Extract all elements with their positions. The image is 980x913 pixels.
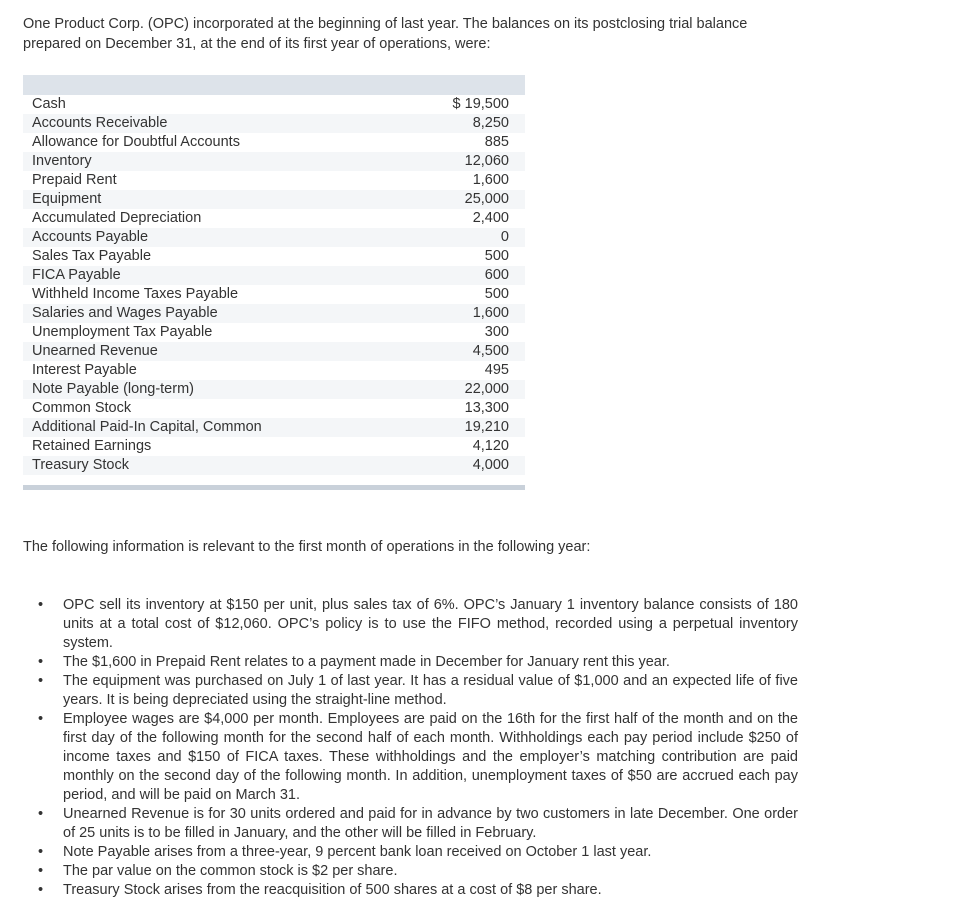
list-item [28, 653, 798, 672]
list-item-text: Unearned Revenue is for 30 units ordered and paid for in advance by two customers in late December. One order of 25 units is to be filled in January, and the other will be filled in February. [63, 806, 798, 841]
table-header-bar [23, 75, 525, 95]
list-item-text: Employee wages are $4,000 per month. Employees are paid on the 16th for the first half of the month and on the first day of the following month for the second half of each month. Withholdings each pay period include $250 of income taxes and $150 of FICA taxes. These withholdings and the employer’s matching contribution are paid monthly on the second day of the following month. In addition, unemployment taxes of $50 are accrued each pay period, and will be paid on March 31. [63, 711, 798, 803]
account-amount: 600 [484, 267, 509, 283]
bullet-icon: • [38, 654, 44, 670]
account-amount: 4,500 [472, 343, 509, 359]
account-amount: 4,000 [472, 457, 509, 473]
list-item [28, 672, 798, 710]
list-item-text: Treasury Stock arises from the reacquisition of 500 shares at a cost of $8 per share. [63, 882, 602, 898]
account-amount: 22,000 [464, 381, 509, 397]
bullet-icon: • [38, 673, 44, 689]
list-item [28, 862, 798, 881]
relevant-info-heading: The following information is relevant to the first month of operations in the following year: [23, 539, 591, 555]
table-row [23, 152, 525, 171]
account-name: Common Stock [32, 400, 132, 416]
list-item [28, 805, 798, 843]
account-amount: 19,210 [464, 419, 509, 435]
account-name: Treasury Stock [32, 457, 129, 473]
table-row [23, 323, 525, 342]
account-amount: 1,600 [472, 172, 509, 188]
account-amount: 8,250 [472, 115, 509, 131]
account-amount: 12,060 [464, 153, 509, 169]
table-row [23, 209, 525, 228]
intro-paragraph: One Product Corp. (OPC) incorporated at the beginning of last year. The balances on its postclosing trial balance prepared on December 31, at the end of its first year of operations, were: [23, 16, 748, 52]
bullet-icon: • [38, 597, 44, 613]
account-amount: 0 [500, 229, 509, 245]
table-row [23, 95, 525, 114]
list-item-text: The par value on the common stock is $2 per share. [63, 863, 398, 879]
table-row [23, 266, 525, 285]
account-amount: 500 [484, 248, 509, 264]
account-amount: $ 19,500 [452, 96, 509, 112]
account-name: Retained Earnings [32, 438, 152, 454]
account-name: Prepaid Rent [32, 172, 117, 188]
account-name: Interest Payable [32, 362, 137, 378]
bullet-icon: • [38, 882, 44, 898]
table-row [23, 114, 525, 133]
account-name: FICA Payable [32, 267, 121, 283]
list-item-text: OPC sell its inventory at $150 per unit, plus sales tax of 6%. OPC’s January 1 inventory balance consists of 180 units at a total cost of $12,060. OPC’s policy is to use the FIFO method, recorded using a perpetual inventory system. [63, 597, 798, 651]
table-row [23, 171, 525, 190]
bullet-icon: • [38, 711, 44, 727]
list-item-text: Note Payable arises from a three-year, 9 percent bank loan received on October 1 last year. [63, 844, 652, 860]
account-amount: 25,000 [464, 191, 509, 207]
table-row [23, 380, 525, 399]
list-item [28, 596, 798, 653]
account-amount: 1,600 [472, 305, 509, 321]
account-name: Accounts Receivable [32, 115, 168, 131]
list-item [28, 843, 798, 862]
info-bullet-list [28, 596, 798, 900]
list-item-text: The equipment was purchased on July 1 of last year. It has a residual value of $1,000 and an expected life of five years. It is being depreciated using the straight-line method. [63, 673, 798, 708]
account-amount: 4,120 [472, 438, 509, 454]
account-amount: 885 [484, 134, 509, 150]
account-name: Cash [32, 96, 66, 112]
list-item-text: The $1,600 in Prepaid Rent relates to a payment made in December for January rent this year. [63, 654, 670, 670]
table-row [23, 190, 525, 209]
bullet-icon: • [38, 863, 44, 879]
table-footer-bar [23, 485, 525, 490]
account-name: Unearned Revenue [32, 343, 158, 359]
table-row [23, 285, 525, 304]
table-row [23, 342, 525, 361]
table-row [23, 133, 525, 152]
account-name: Sales Tax Payable [32, 248, 152, 264]
table-row [23, 437, 525, 456]
account-amount: 495 [484, 362, 509, 378]
account-name: Allowance for Doubtful Accounts [32, 134, 240, 150]
table-row [23, 228, 525, 247]
table-row [23, 399, 525, 418]
account-amount: 2,400 [472, 210, 509, 226]
account-name: Salaries and Wages Payable [32, 305, 218, 321]
trial-balance-table [23, 75, 525, 490]
table-row [23, 456, 525, 475]
table-row [23, 247, 525, 266]
bullet-icon: • [38, 844, 44, 860]
bullet-icon: • [38, 806, 44, 822]
table-row [23, 304, 525, 323]
account-name: Note Payable (long-term) [32, 381, 194, 397]
account-amount: 500 [484, 286, 509, 302]
account-name: Withheld Income Taxes Payable [32, 286, 239, 302]
account-name: Accumulated Depreciation [32, 210, 202, 226]
account-name: Unemployment Tax Payable [32, 324, 213, 340]
table-row [23, 418, 525, 437]
account-name: Equipment [32, 191, 102, 207]
table-row [23, 361, 525, 380]
list-item [28, 710, 798, 805]
table-body [23, 95, 525, 475]
account-name: Additional Paid-In Capital, Common [32, 419, 262, 435]
account-amount: 300 [484, 324, 509, 340]
account-amount: 13,300 [464, 400, 509, 416]
list-item [28, 881, 798, 900]
account-name: Inventory [32, 153, 92, 169]
account-name: Accounts Payable [32, 229, 149, 245]
